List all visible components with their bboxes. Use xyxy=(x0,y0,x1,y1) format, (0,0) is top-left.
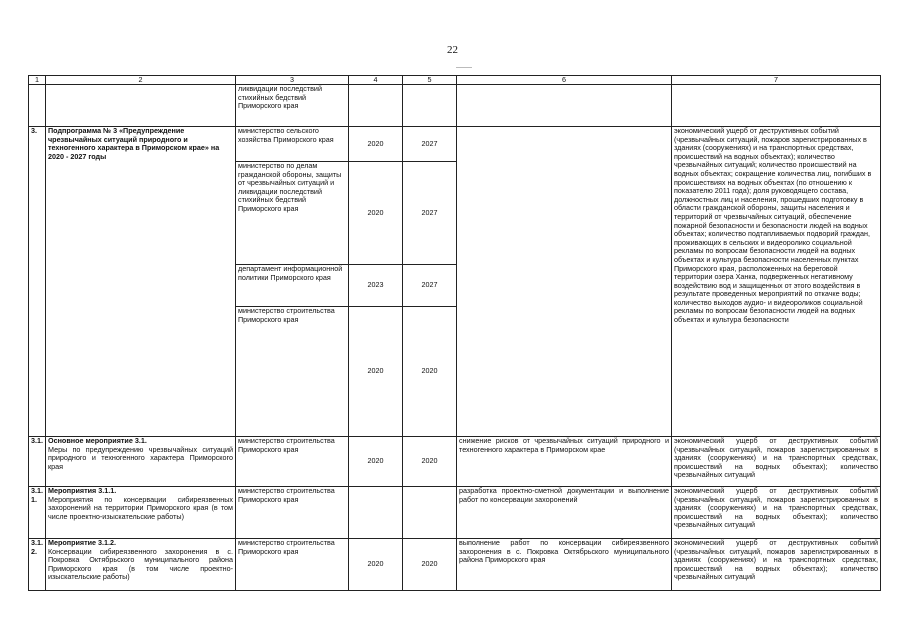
executor-cell: министерство строительства Приморского края xyxy=(236,307,349,437)
activity-description: Мероприятия по консервации сибиреязвенных захоронений на территории Приморского края (в том числе проектно-изыскательские работы) xyxy=(48,494,233,521)
executor-cell: министерство строительства Приморского края xyxy=(236,539,349,591)
result-cell: выполнение работ по консервации сибиреязвенного захоронения в с. Покровка Октябрьского муниципального района Приморского края xyxy=(457,539,672,591)
activity-title: Мероприятия 3.1.1. xyxy=(48,486,117,495)
row-number: 3.1. 2. xyxy=(29,539,46,591)
start-year: 2020 xyxy=(349,539,403,591)
header-cell: 1 xyxy=(29,76,46,85)
executor-cell: министерство сельского хозяйства Приморского края xyxy=(236,127,349,162)
end-year: 2020 xyxy=(403,437,457,487)
row-number: 3.1. xyxy=(29,437,46,487)
start-year: 2023 xyxy=(349,265,403,307)
table-row xyxy=(29,539,881,591)
header-cell: 2 xyxy=(46,76,236,85)
start-year: 2020 xyxy=(349,307,403,437)
executor-cell: департамент информационной политики Приморского края xyxy=(236,265,349,307)
header-row xyxy=(29,76,881,85)
indicator-cell: экономический ущерб от деструктивных событий (чрезвычайных ситуаций, пожаров зарегистрированных в зданиях (сооружениях) и на транспортных средствах, происшествий на водных объектах); количество чрезвычайных ситуаций xyxy=(672,437,881,487)
table-row xyxy=(29,437,881,487)
table-row xyxy=(29,85,881,127)
activity-description: Меры по предупреждению чрезвычайных ситуаций природного и техногенного характера Приморского края xyxy=(48,444,233,471)
end-year: 2020 xyxy=(403,307,457,437)
header-cell: 4 xyxy=(349,76,403,85)
header-cell: 3 xyxy=(236,76,349,85)
executor-cell: ликвидации последствий стихийных бедствий Приморского края xyxy=(236,85,349,127)
activity-title: Основное мероприятие 3.1. xyxy=(48,436,147,445)
executor-cell: министерство строительства Приморского края xyxy=(236,487,349,539)
table-row xyxy=(29,487,881,539)
activity-description: Консервации сибиреязвенного захоронения в с. Покровка Октябрьского муниципального района Приморского края (в том числе проектно-изыскательские работы) xyxy=(48,546,233,582)
subprogram-title: Подпрограмма № 3 «Предупреждение чрезвычайных ситуаций природного и техногенного характера в Приморском крае» на 2020 - 2027 годы xyxy=(46,127,236,437)
start-year: 2020 xyxy=(349,127,403,162)
indicator-cell: экономический ущерб от деструктивных событий (чрезвычайных ситуаций, пожаров зарегистрированных в зданиях (сооружениях) и на транспортных средствах, происшествий на водных объектах); количество чрезвычайных ситуаций xyxy=(672,539,881,591)
executor-cell: министерство по делам гражданской обороны, защиты от чрезвычайных ситуаций и ликвидации последствий стихийных бедствий Приморского края xyxy=(236,162,349,265)
result-cell: разработка проектно-сметной документации и выполнение работ по консервации захоронений xyxy=(457,487,672,539)
indicator-cell: экономический ущерб от деструктивных событий (чрезвычайных ситуаций, пожаров зарегистрированных в зданиях (сооружениях) и на транспортных средствах, происшествий на водных объектах); количество чрезвычайных ситуаций; количество происшествий на водных объектах; сокращение количества лиц, погибших в происшествиях на водных объектах (по отношению к показателю 2011 года); доля руководящего состава, должностных лиц и населения, прошедших подготовку в области гражданской обороны, защиты населения и территорий от чрезвычайных ситуаций, обеспечение пожарной безопасности и безопасности людей на водных объектах; количество подтапливаемых подворий граждан, проживающих в сельских и видеоролико социальной рекламы по вопросам безопасности людей на водных объектах и культура безопасности населенных пунктах Приморского края, расположенных на береговой территории озера Ханка, подверженных негативному воздействию вод и защищенных от этого воздействия в результате проведенных мероприятий по откачке воды; количество выходов аудио- и видеороликов социальной рекламы по вопросам безопасности людей на водных объектах и культура безопасности xyxy=(672,127,881,437)
row-number: 3.1. 1. xyxy=(29,487,46,539)
end-year xyxy=(403,487,457,539)
start-year: 2020 xyxy=(349,162,403,265)
result-cell: снижение рисков от чрезвычайных ситуаций природного и техногенного характера в Приморском крае xyxy=(457,437,672,487)
program-table xyxy=(28,75,881,591)
start-year xyxy=(349,487,403,539)
start-year: 2020 xyxy=(349,437,403,487)
page-number: 22 xyxy=(447,44,458,56)
row-number: 3. xyxy=(29,127,46,437)
end-year: 2027 xyxy=(403,162,457,265)
indicator-cell: экономический ущерб от деструктивных событий (чрезвычайных ситуаций, пожаров зарегистрированных в зданиях (сооружениях) и на транспортных средствах, происшествий на водных объектах); количество чрезвычайных ситуаций xyxy=(672,487,881,539)
activity-title: Мероприятие 3.1.2. xyxy=(48,538,117,547)
divider-line xyxy=(456,67,472,68)
executor-cell: министерство строительства Приморского края xyxy=(236,437,349,487)
end-year: 2027 xyxy=(403,127,457,162)
header-cell: 6 xyxy=(457,76,672,85)
header-cell: 5 xyxy=(403,76,457,85)
end-year: 2027 xyxy=(403,265,457,307)
table-row xyxy=(29,127,881,162)
header-cell: 7 xyxy=(672,76,881,85)
end-year: 2020 xyxy=(403,539,457,591)
